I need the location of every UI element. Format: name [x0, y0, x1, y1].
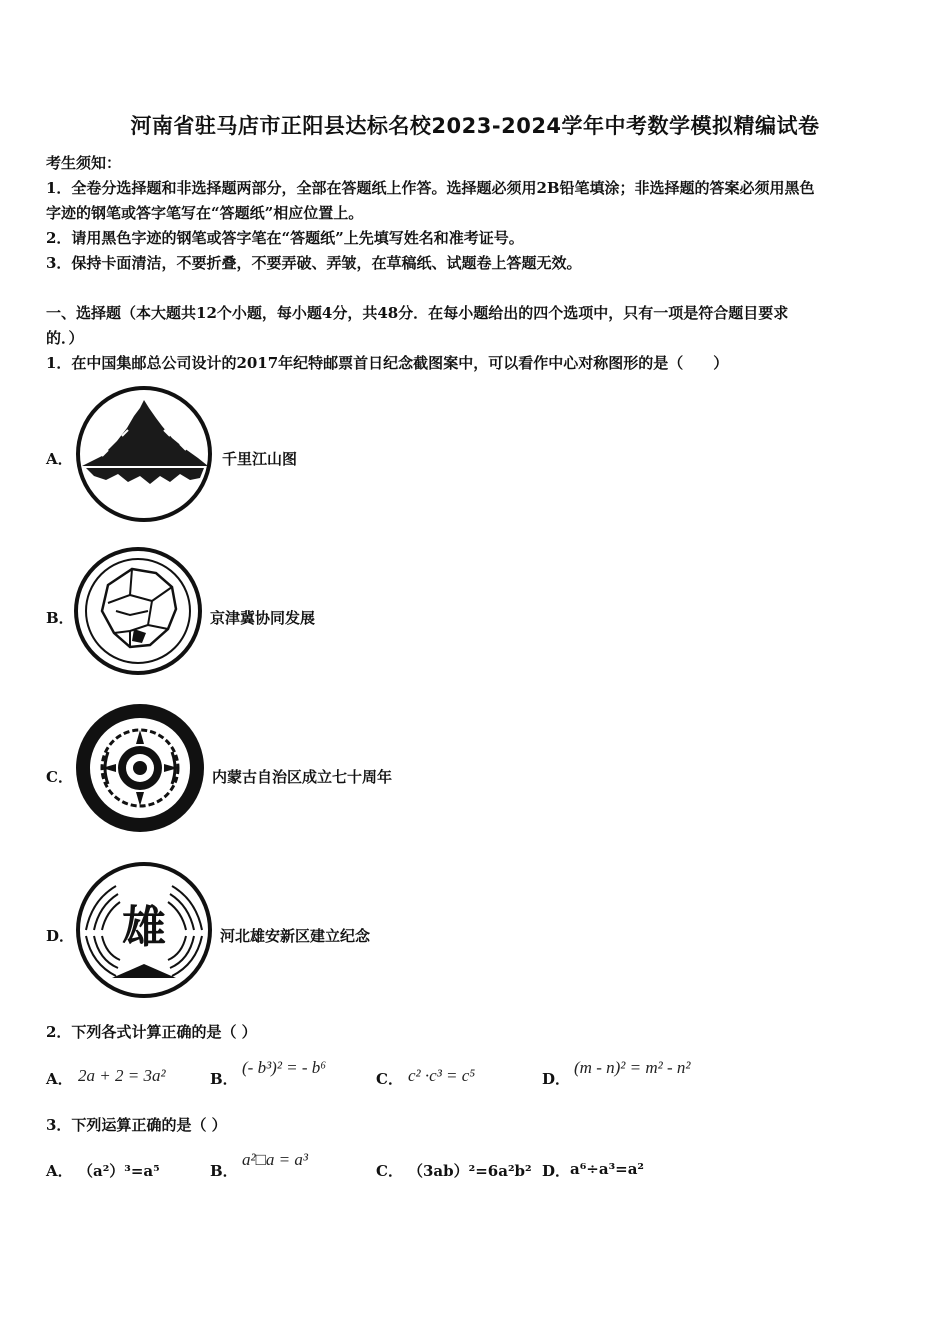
- page-title: 河南省驻马店市正阳县达标名校2023-2024学年中考数学模拟精编试卷: [130, 114, 820, 138]
- question-2-stem: 2．下列各式计算正确的是（ ）: [46, 1023, 257, 1041]
- q3-option-b-expr: a²□a = a³: [242, 1150, 308, 1169]
- q2-option-a-expr: 2a + 2 = 3a²: [78, 1066, 166, 1085]
- q2-option-a-letter: A．: [46, 1070, 73, 1088]
- q3-option-c-letter: C．: [376, 1162, 403, 1180]
- q1-option-c-letter: C．: [46, 768, 73, 786]
- notice-item: 2．请用黑色字迹的钢笔或答字笔在“答题纸”上先填写姓名和准考证号。: [46, 229, 524, 247]
- q2-option-c-letter: C．: [376, 1070, 403, 1088]
- notice-item: 3．保持卡面清洁，不要折叠，不要弄破、弄皱，在草稿纸、试题卷上答题无效。: [46, 254, 582, 272]
- q1-option-c-caption: 内蒙古自治区成立七十周年: [212, 768, 393, 786]
- q2-option-d-letter: D．: [542, 1070, 571, 1088]
- q1-option-d-letter: D．: [46, 927, 75, 945]
- q2-option-b-expr: (- b³)² = - b⁶: [242, 1058, 327, 1077]
- q3-option-d-letter: D．: [542, 1162, 571, 1180]
- question-1-stem: 1．在中国集邮总公司设计的2017年纪特邮票首日纪念截图案中，可以看作中心对称图形的是（ ）: [46, 354, 729, 372]
- section-heading-cont: 的．）: [46, 329, 84, 347]
- svg-text:雄: 雄: [122, 902, 166, 953]
- q3-option-d-expr: a⁶÷a³=a²: [570, 1160, 645, 1178]
- q1-option-b-letter: B．: [46, 609, 74, 627]
- xiong-character-icon: [72, 860, 217, 1000]
- floral-emblem-icon: [72, 700, 210, 838]
- q3-option-b-letter: B．: [210, 1162, 238, 1180]
- q3-option-a-expr: （a²）³=a⁵: [78, 1162, 160, 1180]
- notice-item: 1．全卷分选择题和非选择题两部分，全部在答题纸上作答。选择题必须用2B铅笔填涂；非选择题的答案必须用黑色: [46, 179, 815, 197]
- q2-option-b-letter: B．: [210, 1070, 238, 1088]
- q3-option-c-expr: （3ab）²=6a²b²: [408, 1162, 532, 1180]
- q1-option-a-caption: 千里江山图: [222, 450, 298, 468]
- q2-option-c-expr: c² ·c³ = c⁵: [408, 1066, 476, 1085]
- q2-option-d-expr: (m - n)² = m² - n²: [574, 1058, 691, 1077]
- q3-option-a-letter: A．: [46, 1162, 73, 1180]
- q1-option-d-caption: 河北雄安新区建立纪念: [220, 927, 371, 945]
- q1-option-a-letter: A．: [46, 450, 73, 468]
- question-3-stem: 3．下列运算正确的是（ ）: [46, 1116, 227, 1134]
- notice-item: 字迹的钢笔或答字笔写在“答题纸”相应位置上。: [46, 204, 364, 222]
- section-heading: 一、选择题（本大题共12个小题，每小题4分，共48分．在每小题给出的四个选项中，只有一项是符合题目要求: [46, 304, 789, 322]
- notice-heading: 考生须知：: [46, 154, 122, 172]
- mountain-landscape-icon: [72, 386, 217, 526]
- q1-option-b-caption: 京津冀协同发展: [210, 609, 316, 627]
- map-regions-icon: [72, 545, 207, 680]
